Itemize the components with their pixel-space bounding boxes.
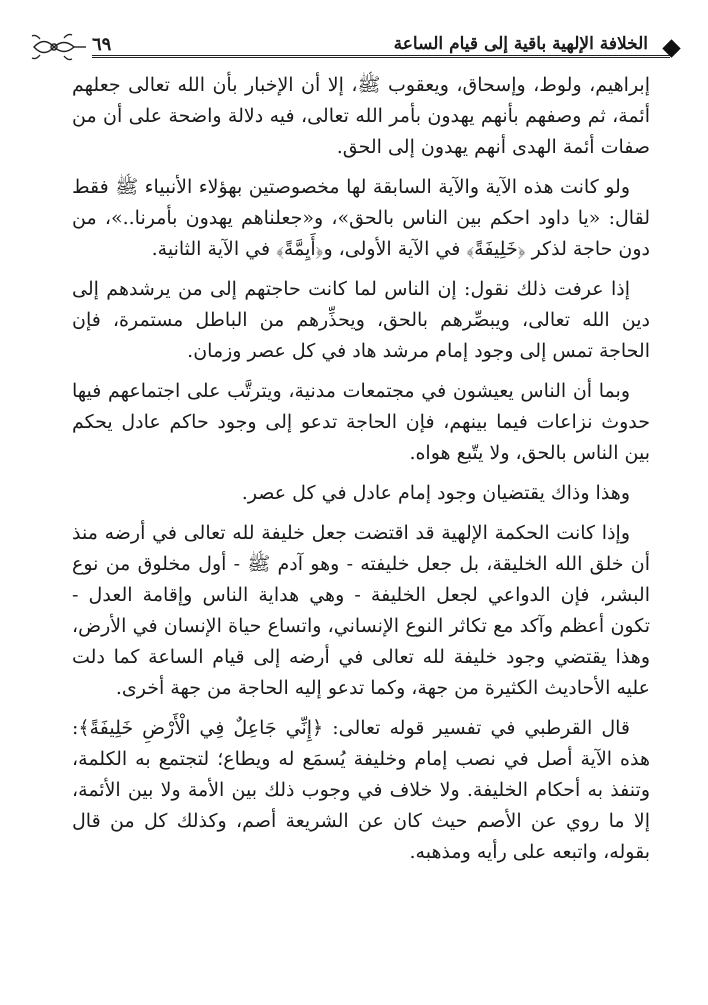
header-rule	[92, 55, 670, 58]
paragraph-7: قال القرطبي في تفسير قوله تعالى: ﴿إِنِّي جَاعِلٌ فِي الْأَرْضِ خَلِيفَةً﴾: هذه الآية أصل في نصب إمام وخليفة يُسمَع له ويطاع؛ لتجتمع به الكلمة، وتنفذ به أحكام الخليفة. ولا خلاف في وجوب ذلك بين الأمة ولا بين الأئمة، إلا ما روي عن الأصم حيث كان عن الشريعة أصم، وكذلك كل من قال بقوله، واتبعه على رأيه ومذهبه.	[72, 717, 650, 863]
paragraph-2: ولو كانت هذه الآية والآية السابقة لها مخصوصتين بهؤلاء الأنبياء ﷺ فقط لقال: «يا داود احكم بين الناس بالحق»، و«جعلناهم يهدون بأمرنا..»، من دون حاجة لذكر ﴿خَلِيفَةً﴾ في الآية الأولى، و﴿أَيِمَّةً﴾ في الآية الثانية.	[72, 176, 650, 260]
paragraph-3: إذا عرفت ذلك نقول: إن الناس لما كانت حاجتهم إلى من يرشدهم إلى دين الله تعالى، ويبصِّرهم بالحق، ويحذِّرهم من الباطل مستمرة، فإن الحاجة تمس إلى وجود إمام مرشد هاد في كل عصر وزمان.	[72, 278, 650, 362]
paragraph-4: وبما أن الناس يعيشون في مجتمعات مدنية، ويترتَّب على اجتماعهم فيها حدوث نزاعات فيما بينهم، فإن الحاجة تدعو إلى وجود حاكم عادل يحكم بين الناس بالحق، ولا يتّبع هواه.	[72, 380, 650, 464]
running-title: الخلافة الإلهية باقية إلى قيام الساعة	[393, 34, 648, 54]
page-body	[72, 70, 650, 877]
page-number: ٦٩	[92, 34, 112, 55]
paragraph-1: إبراهيم، ولوط، وإسحاق، ويعقوب ﷺ، إلا أن الإخبار بأن الله تعالى جعلهم أئمة، ثم وصفهم بأنهم يهدون بأمر الله تعالى، فيه دلالة واضحة على أن من صفات أئمة الهدى أنهم يهدون إلى الحق.	[72, 74, 650, 158]
paragraph-5: وهذا وذاك يقتضيان وجود إمام عادل في كل عصر.	[241, 482, 630, 504]
page-header	[30, 30, 678, 64]
floral-ornament-icon	[30, 30, 88, 64]
paragraph-6: وإذا كانت الحكمة الإلهية قد اقتضت جعل خليفة لله تعالى في أرضه منذ أن خلق الله الخليقة، بل جعل خليفته - وهو آدم ﷺ - أول مخلوق من نوع البشر، فإن الدواعي لجعل الخليفة - وهي هداية الناس وإقامة العدل - تكون أعظم وآكد مع تكاثر النوع الإنساني، واتساع حياة الإنسان في الأرض، وهذا يقتضي وجود خليفة لله تعالى في أرضه إلى قيام الساعة كما دلت عليه الأحاديث الكثيرة من جهة، وكما تدعو إليه الحاجة من جهة أخرى.	[72, 522, 650, 699]
